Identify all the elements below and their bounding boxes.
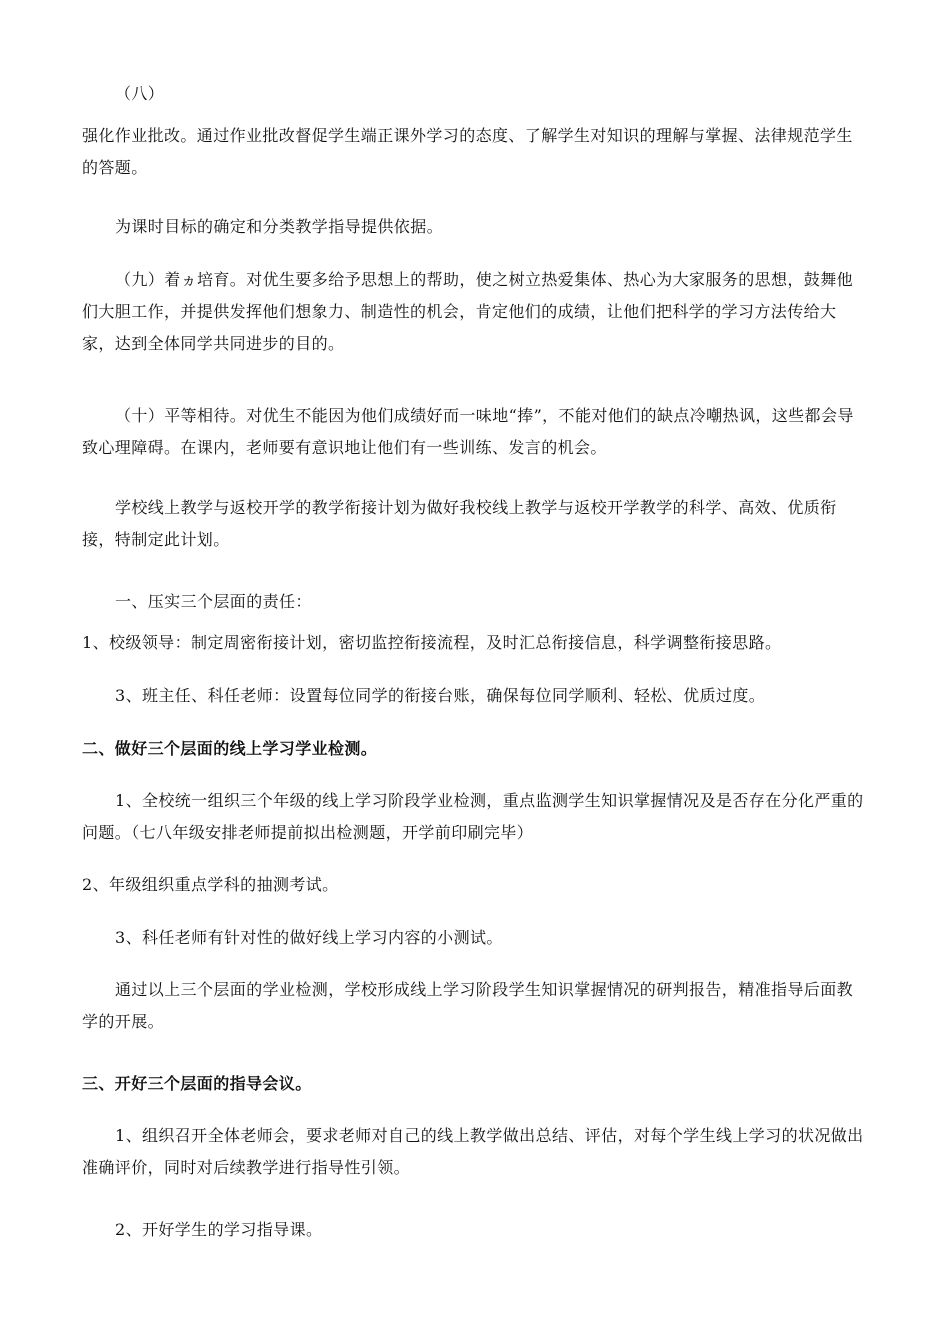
paragraph-item-quiz: 3、科任老师有针对性的做好线上学习内容的小测试。 — [115, 928, 503, 947]
paragraph-report: 通过以上三个层面的学业检测，学校形成线上学习阶段学生知识掌握情况的研判报告，精准指导后面教学的开展。 — [82, 980, 854, 1031]
paragraph-item-meeting: 1、组织召开全体老师会，要求老师对自己的线上教学做出总结、评估，对每个学生线上学习的状况做出准确评价，同时对后续教学进行指导性引领。 — [82, 1126, 864, 1177]
section-heading-2: 二、做好三个层面的线上学习学业检测。 — [82, 739, 378, 758]
paragraph-heading-8: （八） — [115, 84, 165, 103]
paragraph-item-guidance: 2、开好学生的学习指导课。 — [115, 1220, 323, 1239]
paragraph-section-1: 一、压实三个层面的责任： — [115, 592, 312, 611]
paragraph-plan-intro: 学校线上教学与返校开学的教学衔接计划为做好我校线上教学与返校开学教学的科学、高效、优质衔接，特制定此计划。 — [82, 498, 837, 549]
paragraph-item-teachers: 3、班主任、科任老师：设置每位同学的衔接台账，确保每位同学顺利、轻松、优质过度。 — [115, 686, 766, 705]
paragraph-item-exam: 1、全校统一组织三个年级的线上学习阶段学业检测，重点监测学生知识掌握情况及是否存在分化严重的问题。（七八年级安排老师提前拟出检测题，开学前印刷完毕） — [82, 791, 864, 842]
section-heading-3: 三、开好三个层面的指导会议。 — [82, 1074, 312, 1093]
paragraph-heading-10: （十）平等相待。对优生不能因为他们成绩好而一味地“捧”，不能对他们的缺点冷嘲热讽，这些都会导致心理障碍。在课内，老师要有意识地让他们有一些训练、发言的机会。 — [82, 406, 854, 457]
paragraph-item-leaders: 1、校级领导：制定周密衔接计划，密切监控衔接流程，及时汇总衔接信息，科学调整衔接思路。 — [82, 633, 782, 652]
paragraph-basis: 为课时目标的确定和分类教学指导提供依据。 — [115, 217, 444, 236]
paragraph-item-grade-test: 2、年级组织重点学科的抽测考试。 — [82, 875, 339, 894]
paragraph-heading-9: （九）着ヵ培育。对优生要多给予思想上的帮助，使之树立热爱集体、热心为大家服务的思想，鼓舞他们大胆工作，并提供发挥他们想象力、制造性的机会，肯定他们的成绩，让他们把科学的学习方法传给大家，达到全体同学共同进步的目的。 — [82, 270, 854, 353]
paragraph-homework: 强化作业批改。通过作业批改督促学生端正课外学习的态度、了解学生对知识的理解与掌握、法律规范学生的答题。 — [82, 126, 853, 177]
